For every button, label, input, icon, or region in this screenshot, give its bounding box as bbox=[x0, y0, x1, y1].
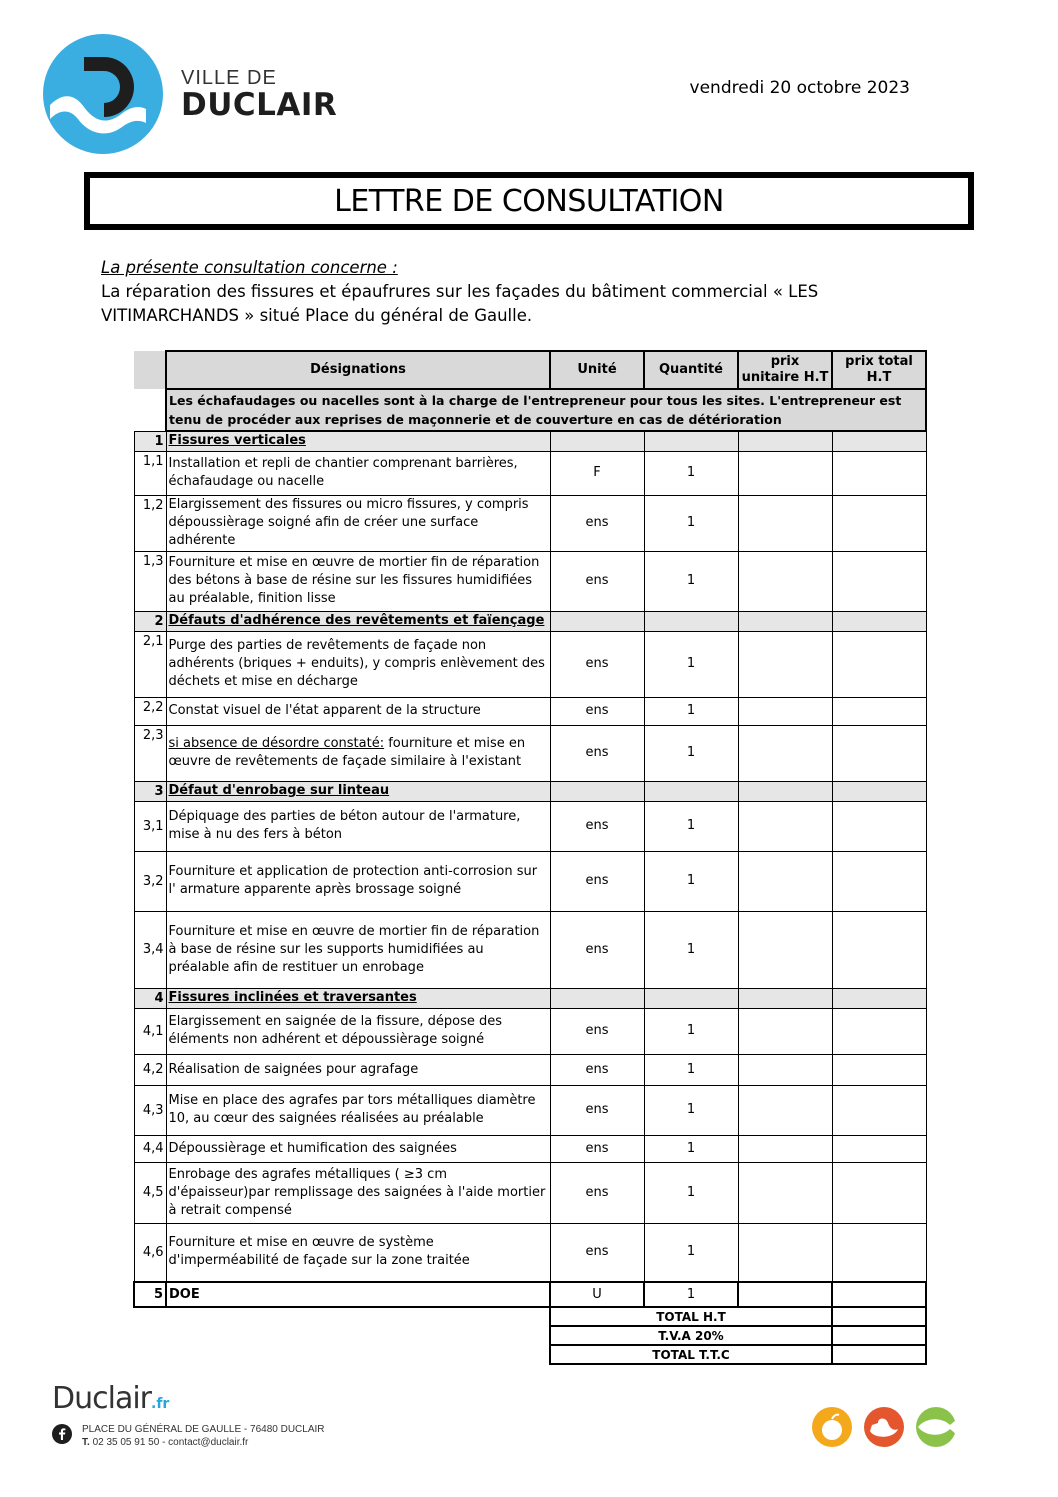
row-designation: Réalisation de saignées pour agrafage bbox=[166, 1054, 550, 1085]
row-quantity: 1 bbox=[644, 495, 738, 551]
section-label: Défauts d'adhérence des revêtements et faïençage bbox=[166, 611, 550, 631]
spacer bbox=[166, 1345, 550, 1364]
row-total-price bbox=[832, 1135, 926, 1162]
tva-label: T.V.A 20% bbox=[550, 1326, 832, 1345]
row-total-price bbox=[832, 451, 926, 495]
table-row bbox=[134, 851, 926, 911]
row-unit-price bbox=[738, 451, 832, 495]
row-designation: Mise en place des agrafes par tors métalliques diamètre 10, au cœur des saignées réalisées au préalable bbox=[166, 1085, 550, 1135]
empty-cell bbox=[738, 988, 832, 1008]
row-quantity: 1 bbox=[644, 725, 738, 781]
row-quantity: 1 bbox=[644, 1282, 738, 1307]
row-quantity: 1 bbox=[644, 1162, 738, 1223]
row-quantity: 1 bbox=[644, 851, 738, 911]
row-number: 2,1 bbox=[134, 631, 166, 697]
row-unit: ens bbox=[550, 631, 644, 697]
empty-cell bbox=[832, 988, 926, 1008]
row-quantity: 1 bbox=[644, 451, 738, 495]
row-unit: ens bbox=[550, 725, 644, 781]
row-total-price bbox=[832, 1282, 926, 1307]
row-unit: F bbox=[550, 451, 644, 495]
row-unit: ens bbox=[550, 1162, 644, 1223]
table-row bbox=[134, 495, 926, 551]
row-number: 3,4 bbox=[134, 911, 166, 988]
row-total-price bbox=[832, 1162, 926, 1223]
section-row bbox=[134, 781, 926, 801]
row-unit-price bbox=[738, 495, 832, 551]
row-designation: Fourniture et mise en œuvre de mortier fin de réparation des bétons à base de résine sur les fissures humidifiées au préalable, finition lisse bbox=[166, 551, 550, 611]
table-row bbox=[134, 631, 926, 697]
table-note-row bbox=[134, 389, 926, 431]
row-unit-price bbox=[738, 551, 832, 611]
facebook-icon[interactable] bbox=[52, 1424, 72, 1444]
row-unit: ens bbox=[550, 1135, 644, 1162]
row-unit-price bbox=[738, 911, 832, 988]
header-unit: Unité bbox=[550, 351, 644, 389]
footer-address bbox=[82, 1423, 325, 1449]
row-number: 3,2 bbox=[134, 851, 166, 911]
address-line: PLACE DU GÉNÉRAL DE GAULLE - 76480 DUCLAIR bbox=[82, 1424, 325, 1435]
table-row bbox=[134, 1054, 926, 1085]
row-unit: ens bbox=[550, 1223, 644, 1282]
intro-label: La présente consultation concerne : bbox=[101, 258, 398, 277]
table-row bbox=[134, 551, 926, 611]
row-number: 4,5 bbox=[134, 1162, 166, 1223]
row-unit-price bbox=[738, 631, 832, 697]
section-number: 1 bbox=[134, 431, 166, 451]
logo-big-text: DUCLAIR bbox=[181, 87, 338, 123]
empty-cell bbox=[644, 431, 738, 451]
row-unit: ens bbox=[550, 495, 644, 551]
duck-icon bbox=[864, 1407, 904, 1447]
row-unit-price bbox=[738, 1223, 832, 1282]
table-row bbox=[134, 911, 926, 988]
row-quantity: 1 bbox=[644, 631, 738, 697]
row-quantity: 1 bbox=[644, 1085, 738, 1135]
row-quantity: 1 bbox=[644, 801, 738, 851]
row-unit: ens bbox=[550, 1085, 644, 1135]
row-total-price bbox=[832, 851, 926, 911]
row-number: 5 bbox=[134, 1282, 166, 1307]
row-unit-price bbox=[738, 1085, 832, 1135]
row-total-price bbox=[832, 631, 926, 697]
spacer bbox=[134, 1326, 166, 1345]
table-row bbox=[134, 1162, 926, 1223]
row-number: 4,1 bbox=[134, 1008, 166, 1054]
row-designation: Fourniture et mise en œuvre de mortier fin de réparation à base de résine sur les supports humidifiées au préalable afin de restituer un enrobage bbox=[166, 911, 550, 988]
row-unit: ens bbox=[550, 911, 644, 988]
row-number: 1,2 bbox=[134, 495, 166, 551]
row-number: 4,6 bbox=[134, 1223, 166, 1282]
empty-cell bbox=[550, 431, 644, 451]
row-designation-rest: fourniture et mise en œuvre de revêtements de façade similaire à l'existant bbox=[168, 736, 526, 769]
row-unit-price bbox=[738, 1162, 832, 1223]
empty-cell bbox=[644, 988, 738, 1008]
spacer bbox=[134, 1345, 166, 1364]
header-quantity: Quantité bbox=[644, 351, 738, 389]
note-spacer bbox=[134, 389, 166, 431]
empty-cell bbox=[832, 431, 926, 451]
table-row bbox=[134, 801, 926, 851]
row-designation: DOE bbox=[166, 1282, 550, 1307]
fish-icon bbox=[916, 1407, 956, 1447]
row-total-price bbox=[832, 495, 926, 551]
table-row bbox=[134, 1223, 926, 1282]
footer-icons bbox=[810, 1405, 960, 1449]
row-number: 2,2 bbox=[134, 697, 166, 725]
row-designation: Enrobage des agrafes métalliques ( ≥3 cm d'épaisseur)par remplissage des saignées à l'aide mortier à retrait compensé bbox=[166, 1162, 550, 1223]
row-unit: U bbox=[550, 1282, 644, 1307]
empty-cell bbox=[644, 611, 738, 631]
total-row bbox=[134, 1345, 926, 1364]
section-number: 4 bbox=[134, 988, 166, 1008]
row-designation: Elargissement en saignée de la fissure, dépose des éléments non adhérent et dépoussièrage soigné bbox=[166, 1008, 550, 1054]
row-unit-price bbox=[738, 725, 832, 781]
row-unit: ens bbox=[550, 1054, 644, 1085]
row-unit-price bbox=[738, 1135, 832, 1162]
section-number: 3 bbox=[134, 781, 166, 801]
row-unit: ens bbox=[550, 851, 644, 911]
empty-cell bbox=[832, 781, 926, 801]
empty-cell bbox=[738, 431, 832, 451]
header-unit-price: prix unitaire H.T bbox=[738, 351, 832, 389]
row-number: 4,2 bbox=[134, 1054, 166, 1085]
row-unit-price bbox=[738, 1054, 832, 1085]
page-title: LETTRE DE CONSULTATION bbox=[334, 183, 724, 219]
header-designation: Désignations bbox=[166, 351, 550, 389]
row-total-price bbox=[832, 725, 926, 781]
intro-text: La réparation des fissures et épaufrures sur les façades du bâtiment commercial « LES VITIMARCHANDS » situé Place du général de Gaulle. bbox=[101, 282, 819, 325]
row-unit: ens bbox=[550, 801, 644, 851]
empty-cell bbox=[550, 611, 644, 631]
total-row bbox=[134, 1307, 926, 1326]
empty-cell bbox=[832, 611, 926, 631]
row-quantity: 1 bbox=[644, 1054, 738, 1085]
logo-wordmark bbox=[181, 68, 337, 122]
contact-line bbox=[82, 1436, 325, 1449]
row-total-price bbox=[832, 1223, 926, 1282]
table-row bbox=[134, 1085, 926, 1135]
row-quantity: 1 bbox=[644, 911, 738, 988]
row-designation: Dépoussièrage et humification des saignées bbox=[166, 1135, 550, 1162]
condition-text: si absence de désordre constaté: bbox=[168, 736, 385, 751]
row-total-price bbox=[832, 551, 926, 611]
row-unit-price bbox=[738, 1282, 832, 1307]
contact-text: 02 35 05 91 50 - contact@duclair.fr bbox=[92, 1437, 249, 1448]
empty-cell bbox=[644, 781, 738, 801]
footer-brand-text: Duclair bbox=[52, 1381, 151, 1416]
row-designation: Fourniture et mise en œuvre de système d'imperméabilité de façade sur la zone traitée bbox=[166, 1223, 550, 1282]
row-total-price bbox=[832, 801, 926, 851]
intro bbox=[101, 256, 961, 328]
row-designation: Purge des parties de revêtements de façade non adhérents (briques + enduits), y compris enlèvement des déchets et mise en décharge bbox=[166, 631, 550, 697]
row-unit-price bbox=[738, 1008, 832, 1054]
total-ttc-label: TOTAL T.T.C bbox=[550, 1345, 832, 1364]
spacer bbox=[166, 1326, 550, 1345]
row-total-price bbox=[832, 911, 926, 988]
row-designation: Installation et repli de chantier comprenant barrières, échafaudage ou nacelle bbox=[166, 451, 550, 495]
total-ht-value bbox=[832, 1307, 926, 1326]
table-note: Les échafaudages ou nacelles sont à la charge de l'entrepreneur pour tous les sites. L'entrepreneur est tenu de procéder aux reprises de maçonnerie et de couverture en cas de détérioration bbox=[166, 389, 926, 431]
logo-small-text: VILLE DE bbox=[181, 67, 277, 89]
row-number: 4,3 bbox=[134, 1085, 166, 1135]
empty-cell bbox=[550, 781, 644, 801]
total-ht-label: TOTAL H.T bbox=[550, 1307, 832, 1326]
row-unit: ens bbox=[550, 551, 644, 611]
row-number: 3,1 bbox=[134, 801, 166, 851]
row-quantity: 1 bbox=[644, 1008, 738, 1054]
row-number: 1,1 bbox=[134, 451, 166, 495]
empty-cell bbox=[738, 781, 832, 801]
row-quantity: 1 bbox=[644, 697, 738, 725]
row-designation: Dépiquage des parties de béton autour de l'armature, mise à nu des fers à béton bbox=[166, 801, 550, 851]
table-row bbox=[134, 1282, 926, 1307]
row-designation bbox=[166, 725, 550, 781]
spacer bbox=[166, 1307, 550, 1326]
duclair-logo-icon bbox=[42, 33, 164, 155]
row-total-price bbox=[832, 1085, 926, 1135]
row-unit-price bbox=[738, 851, 832, 911]
row-unit-price bbox=[738, 697, 832, 725]
table-row bbox=[134, 1008, 926, 1054]
row-quantity: 1 bbox=[644, 1223, 738, 1282]
spacer bbox=[134, 1307, 166, 1326]
section-row bbox=[134, 611, 926, 631]
row-total-price bbox=[832, 1008, 926, 1054]
row-unit: ens bbox=[550, 697, 644, 725]
footer-brand-suffix: .fr bbox=[151, 1396, 170, 1412]
row-number: 2,3 bbox=[134, 725, 166, 781]
document-date: vendredi 20 octobre 2023 bbox=[689, 78, 910, 98]
row-total-price bbox=[832, 1054, 926, 1085]
header-spacer bbox=[134, 351, 166, 389]
row-unit: ens bbox=[550, 1008, 644, 1054]
empty-cell bbox=[550, 988, 644, 1008]
table-row bbox=[134, 451, 926, 495]
header-total-price: prix total H.T bbox=[832, 351, 926, 389]
table-row bbox=[134, 697, 926, 725]
table-row bbox=[134, 725, 926, 781]
row-total-price bbox=[832, 697, 926, 725]
section-row bbox=[134, 988, 926, 1008]
section-row bbox=[134, 431, 926, 451]
section-label: Fissures verticales bbox=[166, 431, 550, 451]
table-header-row bbox=[134, 351, 926, 389]
section-number: 2 bbox=[134, 611, 166, 631]
row-number: 4,4 bbox=[134, 1135, 166, 1162]
total-ttc-value bbox=[832, 1345, 926, 1364]
row-number: 1,3 bbox=[134, 551, 166, 611]
row-designation: Fourniture et application de protection anti-corrosion sur l' armature apparente après brossage soigné bbox=[166, 851, 550, 911]
table-row bbox=[134, 1135, 926, 1162]
section-label: Défaut d'enrobage sur linteau bbox=[166, 781, 550, 801]
title-box bbox=[84, 172, 974, 230]
footer-brand bbox=[52, 1381, 169, 1416]
empty-cell bbox=[738, 611, 832, 631]
row-unit-price bbox=[738, 801, 832, 851]
total-row bbox=[134, 1326, 926, 1345]
row-quantity: 1 bbox=[644, 551, 738, 611]
phone-label: T. bbox=[82, 1437, 90, 1448]
row-quantity: 1 bbox=[644, 1135, 738, 1162]
section-label: Fissures inclinées et traversantes bbox=[166, 988, 550, 1008]
row-designation: Constat visuel de l'état apparent de la structure bbox=[166, 697, 550, 725]
quote-table bbox=[133, 350, 927, 1365]
apple-icon bbox=[812, 1407, 852, 1447]
tva-value bbox=[832, 1326, 926, 1345]
row-designation: Elargissement des fissures ou micro fissures, y compris dépoussièrage soigné afin de créer une surface adhérente bbox=[166, 495, 550, 551]
